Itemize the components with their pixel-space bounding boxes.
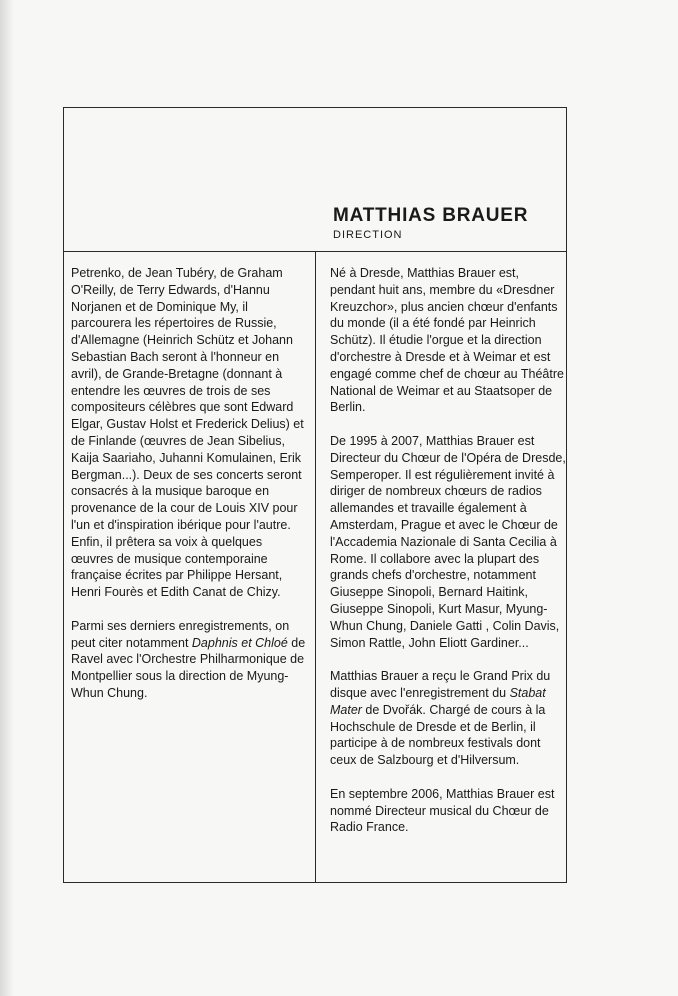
column-divider [315,251,316,882]
left-text-column [71,265,307,719]
right-text-column [330,265,566,853]
recording-title: Daphnis et Chloé [191,635,288,650]
biography-frame [63,107,567,883]
left-paragraph-1: Petrenko, de Jean Tubéry, de Graham O'Reilly, de Terry Edwards, d'Hannu Norjanen et de Dominique My, il parcourera les répertoires de Russie, d'Allemagne (Heinrich Schütz et Johann Sebastian Bach seront à l'honneur en avril), de Grande-Bretagne (donnant à entendre les œuvres de trois de ses compositeurs célèbres que sont Edward Elgar, Gustav Holst et Frederick Delius) et de Finlande (œuvres de Jean Sibelius, Kaija Saariaho, Juhanni Komulainen, Erik Bergman...). Deux de ses concerts seront consacrés à la musique baroque en provenance de la cour de Louis XIV pour l'un et d'inspiration ibérique pour l'autre. Enfin, il prêtera sa voix à quelques œuvres de musique contemporaine française écrites par Philippe Hersant, Henri Fourès et Edith Canat de Chizy. [71,266,304,600]
conductor-role: DIRECTION [333,229,403,241]
page-edge-shadow [0,0,14,996]
right-paragraph-3: Matthias Brauer a reçu le Grand Prix du disque avec l'enregistrement du Stabat Mater de Dvořák. Chargé de cours à la Hochschule de Dresde et de Berlin, il participe à de nombreux festivals dont ceux de Salzbourg et d'Hilversum. [330,669,551,768]
left-paragraph-2: Parmi ses derniers enregistrements, on peut citer notamment Daphnis et Chloé de Ravel avec l'Orchestre Philharmonique de Montpellier sous la direction de Myung-Whun Chung. [71,618,306,700]
right-paragraph-4: En septembre 2006, Matthias Brauer est nommé Directeur musical du Chœur de Radio France. [330,786,555,835]
conductor-name: MATTHIAS BRAUER [333,205,529,226]
right-paragraph-2: De 1995 à 2007, Matthias Brauer est Directeur du Chœur de l'Opéra de Dresde, Semperoper. Il est régulièrement invité à diriger de nombreux chœurs de radios allemandes et travaille également à Amsterdam, Prague et avec le Chœur de l'Accademia Nazionale di Santa Cecilia à Rome. Il collabore avec la plupart des grands chefs d'orchestre, notamment Giuseppe Sinopoli, Bernard Haitink, Giuseppe Sinopoli, Kurt Masur, Myung-Whun Chung, Daniele Gatti , Colin Davis, Simon Rattle, John Eliott Gardiner... [330,433,566,650]
right-paragraph-1: Né à Dresde, Matthias Brauer est, pendant huit ans, membre du «Dresdner Kreuzchor», plus ancien chœur d'enfants du monde (il a été fondé par Heinrich Schütz). Il étudie l'orgue et la direction d'orchestre à Dresde et à Weimar et est engagé comme chef de chœur au Théâtre National de Weimar et au Staatsoper de Berlin. [330,266,564,415]
work-title: Stabat Mater [330,685,546,717]
